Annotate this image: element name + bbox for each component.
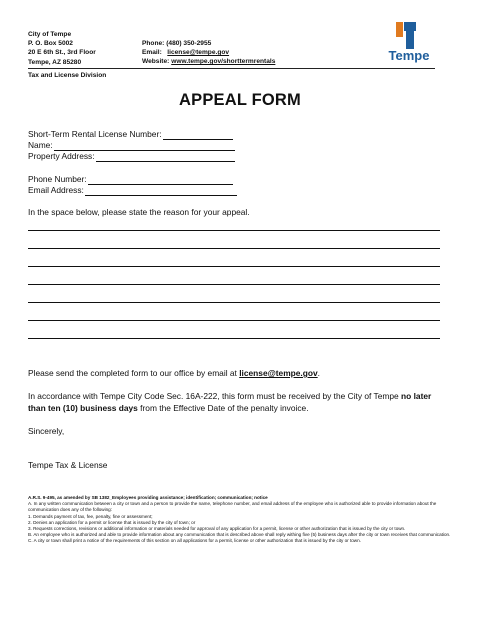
phone-number-label: Phone Number: bbox=[28, 174, 87, 184]
city-address-block bbox=[28, 30, 96, 67]
legal-line: C. A city or town shall print a notice of the requirements of this section on all applications for a permit, license or other authorization that is issued by the city or town. bbox=[28, 538, 361, 544]
website-label: Website: bbox=[142, 58, 170, 66]
reason-line[interactable] bbox=[28, 266, 440, 267]
tempe-logo bbox=[380, 20, 436, 68]
page-title: APPEAL FORM bbox=[179, 91, 301, 109]
reason-line[interactable] bbox=[28, 248, 440, 249]
reason-line[interactable] bbox=[28, 230, 440, 231]
po-box: P. O. Box 5002 bbox=[28, 40, 73, 48]
city-name: City of Tempe bbox=[28, 31, 72, 38]
contact-block bbox=[142, 39, 275, 67]
signature-text: Tempe Tax & License bbox=[28, 460, 108, 470]
send-text: Please send the completed form to our office by email at bbox=[28, 368, 240, 378]
email-address-label: Email Address: bbox=[28, 185, 84, 195]
legal-line: 1. Demands payment of tax, fee, penalty, fine or assessment; bbox=[28, 513, 153, 519]
license-number-field[interactable] bbox=[28, 129, 233, 140]
city-state-zip: Tempe, AZ 85280 bbox=[28, 58, 82, 66]
street-address: 20 E 6th St., 3rd Floor bbox=[28, 49, 96, 57]
legal-line: 3. Requests corrections, revisions or additional information or materials needed for approval of any application for a permit, license or other authorization that is issued by the city or town. bbox=[28, 526, 406, 532]
license-number-line[interactable] bbox=[163, 130, 233, 140]
send-instructions bbox=[28, 368, 448, 380]
phone-value: (480) 350-2955 bbox=[166, 40, 212, 47]
header-email-link[interactable]: license@tempe.gov bbox=[167, 49, 230, 57]
website-link[interactable]: www.tempe.gov/shorttermrentals bbox=[171, 58, 276, 66]
phone-line bbox=[142, 39, 275, 48]
legal-line: 2. Denies an application for a permit or license that is issued by the city of town; or bbox=[28, 519, 196, 525]
reason-line[interactable] bbox=[28, 338, 440, 339]
legal-notice bbox=[28, 495, 453, 545]
phone-number-field[interactable] bbox=[28, 174, 233, 185]
accordance-part1: In accordance with Tempe City Code Sec. 16A-222, this form must be received by the City of Tempe bbox=[28, 391, 402, 401]
name-field[interactable] bbox=[28, 140, 235, 151]
website-line bbox=[142, 57, 275, 66]
property-address-line[interactable] bbox=[96, 152, 235, 162]
email-label: Email: bbox=[142, 49, 162, 57]
deadline-text: no later than ten (10) business days bbox=[28, 391, 432, 413]
license-number-label: Short-Term Rental License Number: bbox=[28, 129, 162, 139]
send-email-link[interactable]: license@tempe.gov bbox=[239, 368, 318, 378]
send-text-end: . bbox=[317, 368, 320, 378]
logo-wordmark: Tempe bbox=[388, 48, 430, 63]
reason-line[interactable] bbox=[28, 284, 440, 285]
legal-line: A. In any written communication between a city or town and a person to provide the name, telephone number, and email address of the employee who is authorized able to provide information about the communication does any of the following: bbox=[28, 501, 437, 513]
accordance-part2: from the Effective Date of the penalty invoice. bbox=[137, 402, 309, 413]
accordance-text bbox=[28, 391, 446, 414]
email-address-field[interactable] bbox=[28, 185, 237, 196]
reason-prompt: In the space below, please state the reason for your appeal. bbox=[28, 207, 250, 217]
header-divider bbox=[28, 68, 435, 69]
name-label: Name: bbox=[28, 140, 53, 150]
email-line bbox=[142, 48, 275, 57]
email-address-line[interactable] bbox=[85, 186, 237, 196]
property-address-field[interactable] bbox=[28, 151, 235, 162]
name-line[interactable] bbox=[54, 141, 235, 151]
phone-label: Phone: bbox=[142, 40, 165, 47]
reason-line[interactable] bbox=[28, 320, 440, 321]
legal-heading: A.R.S. 9-495, as amended by SB 1382_Employees providing assistance; identification; communication; notice bbox=[28, 495, 268, 500]
legal-line: B. An employee who is authorized and able to provide information about any communication that is described above shall reply withing five (5) business days after the city or town receives that communication. bbox=[28, 532, 451, 538]
sincerely-text: Sincerely, bbox=[28, 426, 65, 436]
division-name: Tax and License Division bbox=[28, 72, 107, 79]
property-address-label: Property Address: bbox=[28, 151, 95, 161]
phone-number-line[interactable] bbox=[88, 175, 233, 185]
reason-line[interactable] bbox=[28, 302, 440, 303]
